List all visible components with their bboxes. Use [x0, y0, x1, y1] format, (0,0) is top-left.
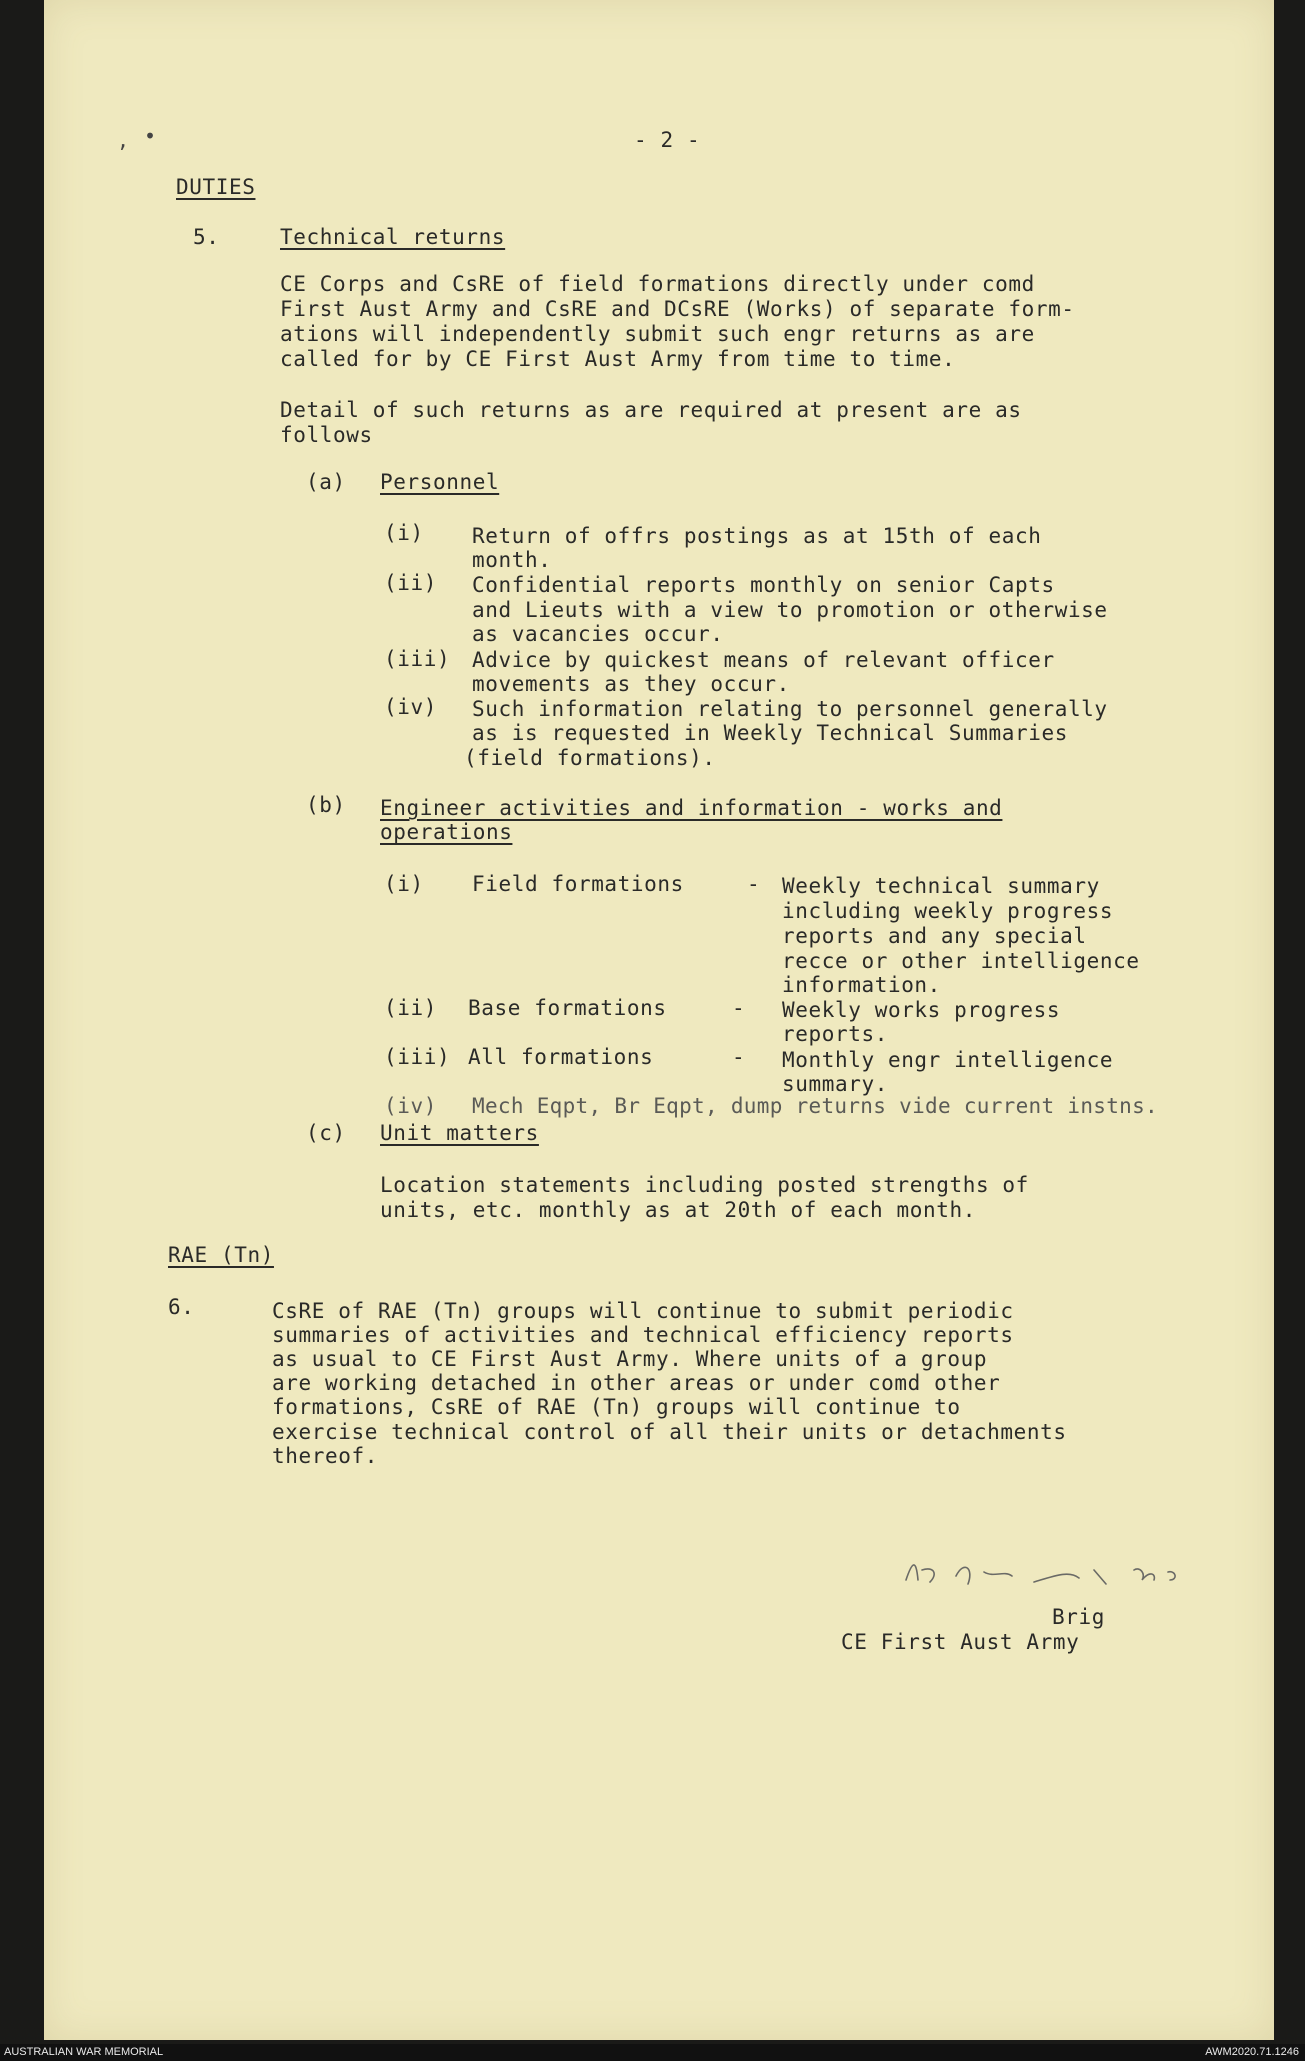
sub-c-title: Unit matters	[380, 1121, 539, 1145]
formation-line: Weekly technical summary	[782, 874, 1100, 898]
signature-rank: Brig	[1052, 1605, 1105, 1629]
sub-a-label: (a)	[306, 470, 346, 494]
page-number: - 2 -	[634, 128, 701, 152]
formation-line: summary.	[782, 1072, 888, 1096]
para5-detail-line: follows	[280, 423, 373, 447]
item-number: (iii)	[384, 1045, 451, 1069]
para5-body-line: called for by CE First Aust Army from time to time.	[280, 347, 956, 371]
item-line: Confidential reports monthly on senior Capts	[472, 573, 1055, 597]
punch-mark: •	[144, 124, 157, 148]
para5-body-line: First Aust Army and CsRE and DCsRE (Works) of separate form-	[280, 297, 1075, 321]
handwritten-signature	[894, 1540, 1234, 1600]
item-line: Return of offrs postings as at 15th of each	[472, 524, 1042, 548]
para5-body-line: ations will independently submit such engr returns as are	[280, 322, 1035, 346]
formation-name: All formations	[468, 1045, 654, 1069]
footer-institution: AUSTRALIAN WAR MEMORIAL	[4, 2046, 164, 2058]
para5-title: Technical returns	[280, 225, 506, 249]
item-number: (ii)	[384, 996, 437, 1020]
formation-name: Base formations	[468, 996, 667, 1020]
formation-line: Weekly works progress	[782, 998, 1061, 1022]
item-line: (field formations).	[464, 746, 716, 770]
sub-c-line: units, etc. monthly as at 20th of each month.	[380, 1198, 976, 1222]
item-line: Mech Eqpt, Br Eqpt, dump returns vide current instns.	[472, 1094, 1158, 1118]
signature-appointment: CE First Aust Army	[841, 1630, 1080, 1654]
item-line: as is requested in Weekly Technical Summaries	[472, 721, 1068, 745]
heading-duties: DUTIES	[176, 175, 256, 199]
formation-dash: -	[747, 872, 761, 896]
sub-c-line: Location statements including posted strengths of	[380, 1173, 1029, 1197]
item-line: Advice by quickest means of relevant officer	[472, 648, 1055, 672]
para6-line: exercise technical control of all their units or detachments	[272, 1420, 1067, 1444]
sub-b-title-line: Engineer activities and information - works and	[380, 796, 1003, 820]
item-line: Such information relating to personnel generally	[472, 697, 1108, 721]
formation-name: Field formations	[472, 872, 684, 896]
item-number: (i)	[384, 521, 424, 545]
para6-number: 6.	[168, 1295, 195, 1319]
para5-detail-line: Detail of such returns as are required at present are as	[280, 398, 1022, 422]
item-line: movements as they occur.	[472, 672, 790, 696]
formation-line: information.	[782, 973, 941, 997]
item-number: (iv)	[384, 1094, 437, 1118]
margin-mark: ,	[117, 128, 130, 152]
formation-line: reports.	[782, 1022, 888, 1046]
sub-a-title: Personnel	[380, 470, 500, 494]
item-number: (iii)	[384, 647, 451, 671]
para6-line: summaries of activities and technical efficiency reports	[272, 1323, 1014, 1347]
formation-dash: -	[732, 1045, 746, 1069]
item-number: (iv)	[384, 695, 437, 719]
item-line: as vacancies occur.	[472, 622, 724, 646]
para5-number: 5.	[193, 225, 220, 249]
archive-footer	[0, 2044, 1305, 2061]
sub-b-label: (b)	[306, 793, 346, 817]
item-line: month.	[472, 548, 552, 572]
sub-c-label: (c)	[306, 1121, 346, 1145]
formation-line: Monthly engr intelligence	[782, 1048, 1114, 1072]
item-number: (i)	[384, 872, 424, 896]
para6-line: formations, CsRE of RAE (Tn) groups will continue to	[272, 1395, 961, 1419]
sub-b-title-line: operations	[380, 820, 513, 844]
formation-line: including weekly progress	[782, 899, 1114, 923]
item-line: and Lieuts with a view to promotion or otherwise	[472, 598, 1108, 622]
para6-line: are working detached in other areas or under comd other	[272, 1371, 1001, 1395]
para6-line: as usual to CE First Aust Army. Where units of a group	[272, 1347, 988, 1371]
document-page	[44, 0, 1274, 2040]
para5-body-line: CE Corps and CsRE of field formations directly under comd	[280, 272, 1035, 296]
footer-reference: AWM2020.71.1246	[1205, 2046, 1299, 2058]
formation-line: recce or other intelligence	[782, 949, 1140, 973]
formation-line: reports and any special	[782, 924, 1087, 948]
formation-dash: -	[732, 996, 746, 1020]
para6-line: thereof.	[272, 1444, 378, 1468]
heading-rae: RAE (Tn)	[168, 1243, 274, 1267]
item-number: (ii)	[384, 571, 437, 595]
para6-line: CsRE of RAE (Tn) groups will continue to submit periodic	[272, 1299, 1014, 1323]
